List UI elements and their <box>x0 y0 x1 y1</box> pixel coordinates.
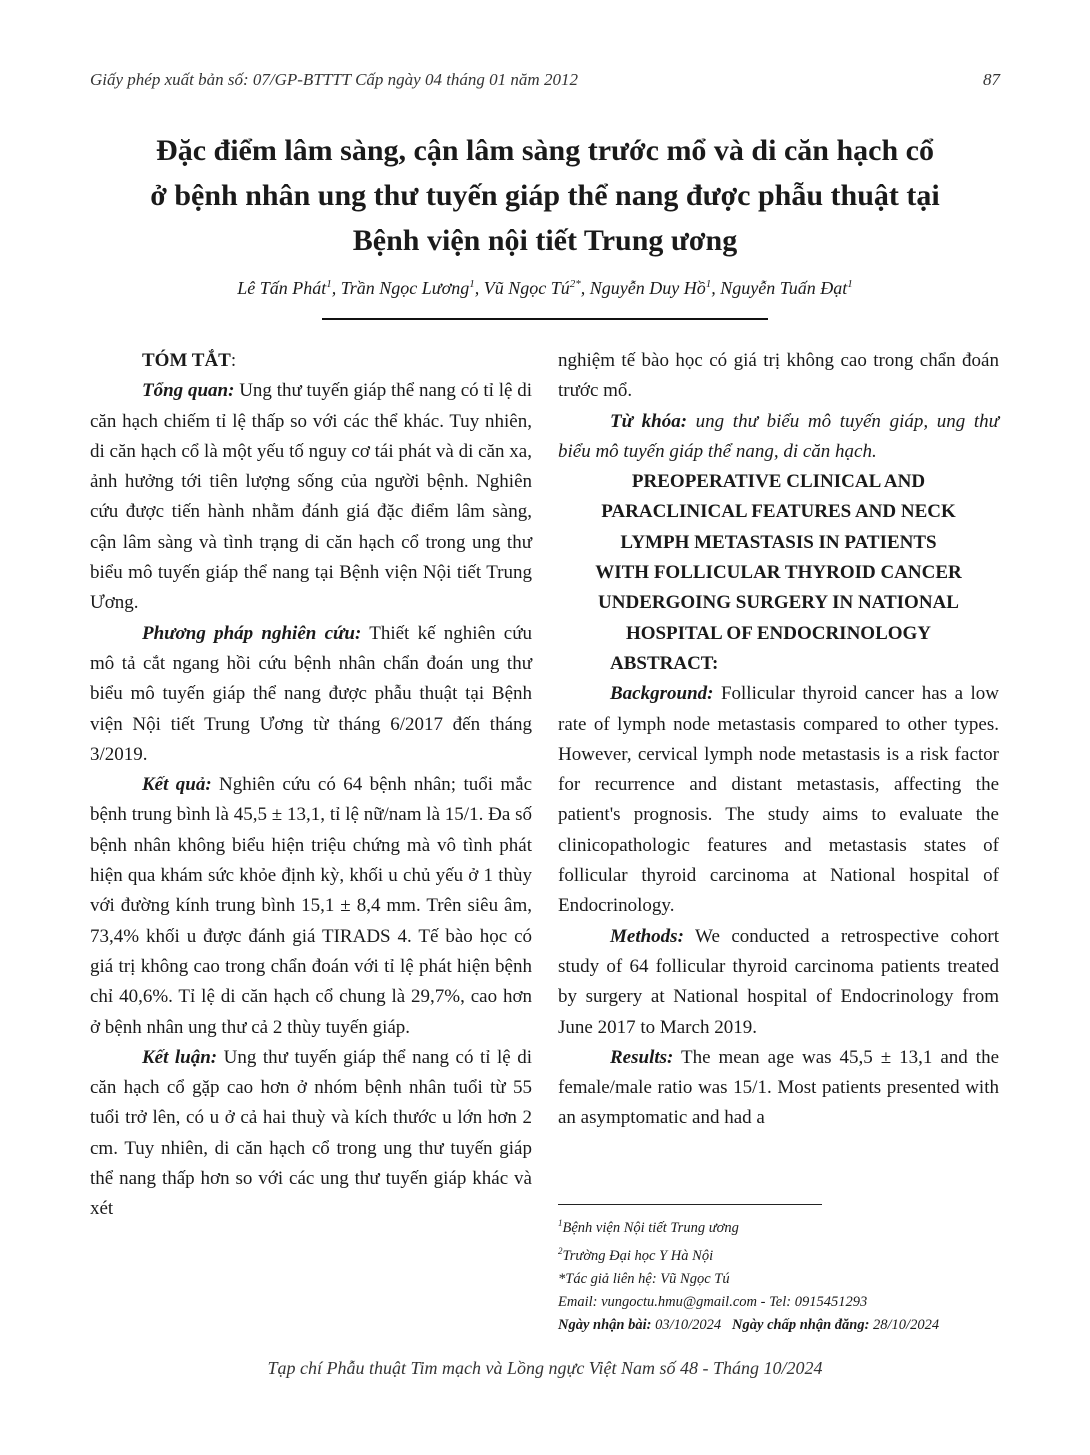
summary-heading-colon: : <box>230 350 237 371</box>
keywords-paragraph <box>558 407 999 468</box>
conclusion-text-vi: Ung thư tuyến giáp thể nang có tỉ lệ di căn hạch cổ gặp cao hơn ở nhóm bệnh nhân tuổi từ 55 tuổi trở lên, có u ở cả hai thuỳ và kích thước u lớn hơn 2 cm. Tuy nhiên, di căn hạch cổ trong ung thư tuyến giáp thể nang thấp hơn so với các ung thư tuyến giáp khác và xét <box>90 1046 533 1220</box>
author-name: Trần Ngọc Lương <box>340 278 470 298</box>
author-list: Lê Tấn Phát$^1$, Trần Ngọc Lương$^1$, Vũ Ngọc $Tú^{2*}$, Nguyễn Duy Hồ$^1$, Nguyễn Tuấn Đạt$^1$ <box>237 278 853 298</box>
methods-label-en: Methods: <box>610 925 684 947</box>
overview-text: Ung thư tuyến giáp thể nang có tỉ lệ di căn hạch chiếm tỉ lệ thấp so với các thể khác. Tuy nhiên, di căn hạch cổ là một yếu tố nguy cơ tái phát và di căn xa, ảnh hưởng tới tiên lượng sống của người bệnh. Nghiên cứu được tiến hành nhằm đánh giá đặc điểm lâm sàng, cận lâm sàng và tình trạng di căn hạch cổ trong ung thư biểu mô tuyến giáp thể nang tại Bệnh viện Nội tiết Trung Ương. <box>90 380 532 614</box>
footnotes <box>558 1212 1018 1337</box>
methods-paragraph-en <box>558 922 999 1043</box>
overview-paragraph <box>90 376 532 618</box>
title-divider <box>322 318 768 320</box>
affiliation-1 <box>558 1212 1018 1240</box>
affiliation-text: Bệnh viện Nội tiết Trung ương <box>562 1219 739 1236</box>
english-title <box>558 467 999 649</box>
accepted-label: Ngày chấp nhận đăng: <box>732 1316 870 1333</box>
keywords-label: Từ khóa: <box>610 410 688 432</box>
affiliation-2 <box>558 1240 1018 1268</box>
results-label-vi: Kết quả: <box>142 774 212 796</box>
author-mark: 1 <box>847 278 853 290</box>
submission-dates <box>558 1314 1018 1337</box>
license-note: Giấy phép xuất bản số: 07/GP-BTTTT Cấp ngày 04 tháng 01 năm 2012 <box>90 70 578 89</box>
summary-heading <box>90 346 532 376</box>
page-number: 87 <box>983 70 1000 89</box>
running-header <box>90 70 1000 94</box>
methods-text-vi: Thiết kế nghiên cứu mô tả cắt ngang hồi cứu bệnh nhân chẩn đoán ung thư biểu mô tuyến giáp thể nang được phẫu thuật tại Bệnh viện Nội tiết Trung Ương từ tháng 6/2017 đến tháng 3/2019. <box>90 622 532 765</box>
overview-label: Tổng quan: <box>142 380 235 402</box>
vietnamese-abstract <box>90 346 532 1225</box>
english-title-line: UNDERGOING SURGERY IN NATIONAL <box>598 592 959 614</box>
journal-footer: Tạp chí Phẫu thuật Tim mạch và Lồng ngực Việt Nam số 48 - Tháng 10/2024 <box>267 1358 823 1378</box>
received-label: Ngày nhận bài: <box>558 1316 652 1333</box>
title-line-2: ở bệnh nhân ung thư tuyến giáp thể nang được phẫu thuật tại <box>150 179 940 212</box>
english-title-line: LYMPH METASTASIS IN PATIENTS <box>620 531 937 553</box>
results-text-en: The mean age was 45,5 ± 13,1 and the female/male ratio was 15/1. Most patients presented with an asymptomatic and had a <box>558 1046 999 1129</box>
author-name: Nguyễn Tuấn Đạt <box>720 278 848 298</box>
received-date: 03/10/2024 <box>651 1316 722 1333</box>
conclusion-continuation: nghiệm tế bào học có giá trị không cao trong chẩn đoán trước mổ. <box>558 350 999 402</box>
author-mark: 1 <box>469 278 475 290</box>
accepted-date: 28/10/2024 <box>869 1316 940 1333</box>
author-name: Nguyễn Duy Hồ <box>589 278 706 298</box>
footnote-divider <box>558 1204 822 1205</box>
results-paragraph-vi <box>90 770 532 1043</box>
author-mark: 2* <box>569 278 581 290</box>
author-mark: 1 <box>326 278 332 290</box>
contact-email: Email: vungoctu.hmu@gmail.com - Tel: 0915451293 <box>558 1293 868 1310</box>
right-column <box>558 346 999 1134</box>
english-title-line: PARACLINICAL FEATURES AND NECK <box>601 501 956 523</box>
background-label: Background: <box>610 683 714 705</box>
author-name: Lê Tấn Phát <box>237 278 327 298</box>
methods-label-vi: Phương pháp nghiên cứu: <box>142 622 362 644</box>
title-line-1: Đặc điểm lâm sàng, cận lâm sàng trước mổ và di căn hạch cổ <box>156 134 934 167</box>
english-title-line: PREOPERATIVE CLINICAL AND <box>631 471 926 493</box>
title-line-3: Bệnh viện nội tiết Trung ương <box>352 224 738 257</box>
methods-text-en: We conducted a retrospective cohort study of 64 follicular thyroid carcinoma patients treated by surgery at National hospital of Endocrinology from June 2017 to March 2019. <box>558 925 999 1038</box>
conclusion-label-vi: Kết luận: <box>142 1046 218 1068</box>
background-text: Follicular thyroid cancer has a low rate of lymph node metastasis compared to other types. However, cervical lymph node metastasis is a risk factor for recurrence and distant metastasis, affecting the patient's prognosis. The study aims to evaluate the clinicopathologic features and metastasis states of follicular thyroid carcinoma at National hospital of Endocrinology. <box>558 683 999 917</box>
results-paragraph-en <box>558 1043 999 1134</box>
results-label-en: Results: <box>610 1046 674 1068</box>
english-title-line: HOSPITAL OF ENDOCRINOLOGY <box>625 622 932 644</box>
methods-paragraph-vi <box>90 619 532 770</box>
english-title-line: WITH FOLLICULAR THYROID CANCER <box>595 562 962 584</box>
affiliation-mark: 1 <box>558 1218 563 1228</box>
affiliation-text: Trường Đại học Y Hà Nội <box>562 1247 714 1264</box>
article-title <box>80 128 1010 263</box>
corresponding-author: *Tác giả liên hệ: Vũ Ngọc Tú <box>558 1270 730 1287</box>
author-name: Vũ Ngọc Tú <box>483 278 570 298</box>
summary-heading-text: TÓM TẮT <box>142 350 231 371</box>
author-mark: 1 <box>705 278 712 290</box>
background-paragraph <box>558 679 999 921</box>
results-text-vi: Nghiên cứu có 64 bệnh nhân; tuổi mắc bệnh trung bình là 45,5 ± 13,1, tỉ lệ nữ/nam là 15/1. Đa số bệnh nhân không biểu hiện triệu chứng mà vô tình phát hiện qua khám sức khỏe định kỳ, khối u chủ yếu ở 1 thùy với đường kính trung bình 15,1 ± 8,4 mm. Trên siêu âm, 73,4% khối u được đánh giá TIRADS 4. Tế bào học có giá trị không cao trong chẩn đoán với tỉ lệ phát hiện bệnh chỉ 40,6%. Tỉ lệ di căn hạch cổ chung là 29,7%, cao hơn ở bệnh nhân ung thư cả 2 thùy tuyến giáp. <box>90 774 533 1038</box>
keywords-text: ung thư biểu mô tuyến giáp, ung thư biểu mô tuyến giáp thể nang, di căn hạch. <box>558 410 1000 462</box>
conclusion-paragraph-vi <box>90 1043 532 1225</box>
affiliation-mark: 2 <box>558 1245 563 1256</box>
abstract-heading: ABSTRACT: <box>610 652 719 674</box>
